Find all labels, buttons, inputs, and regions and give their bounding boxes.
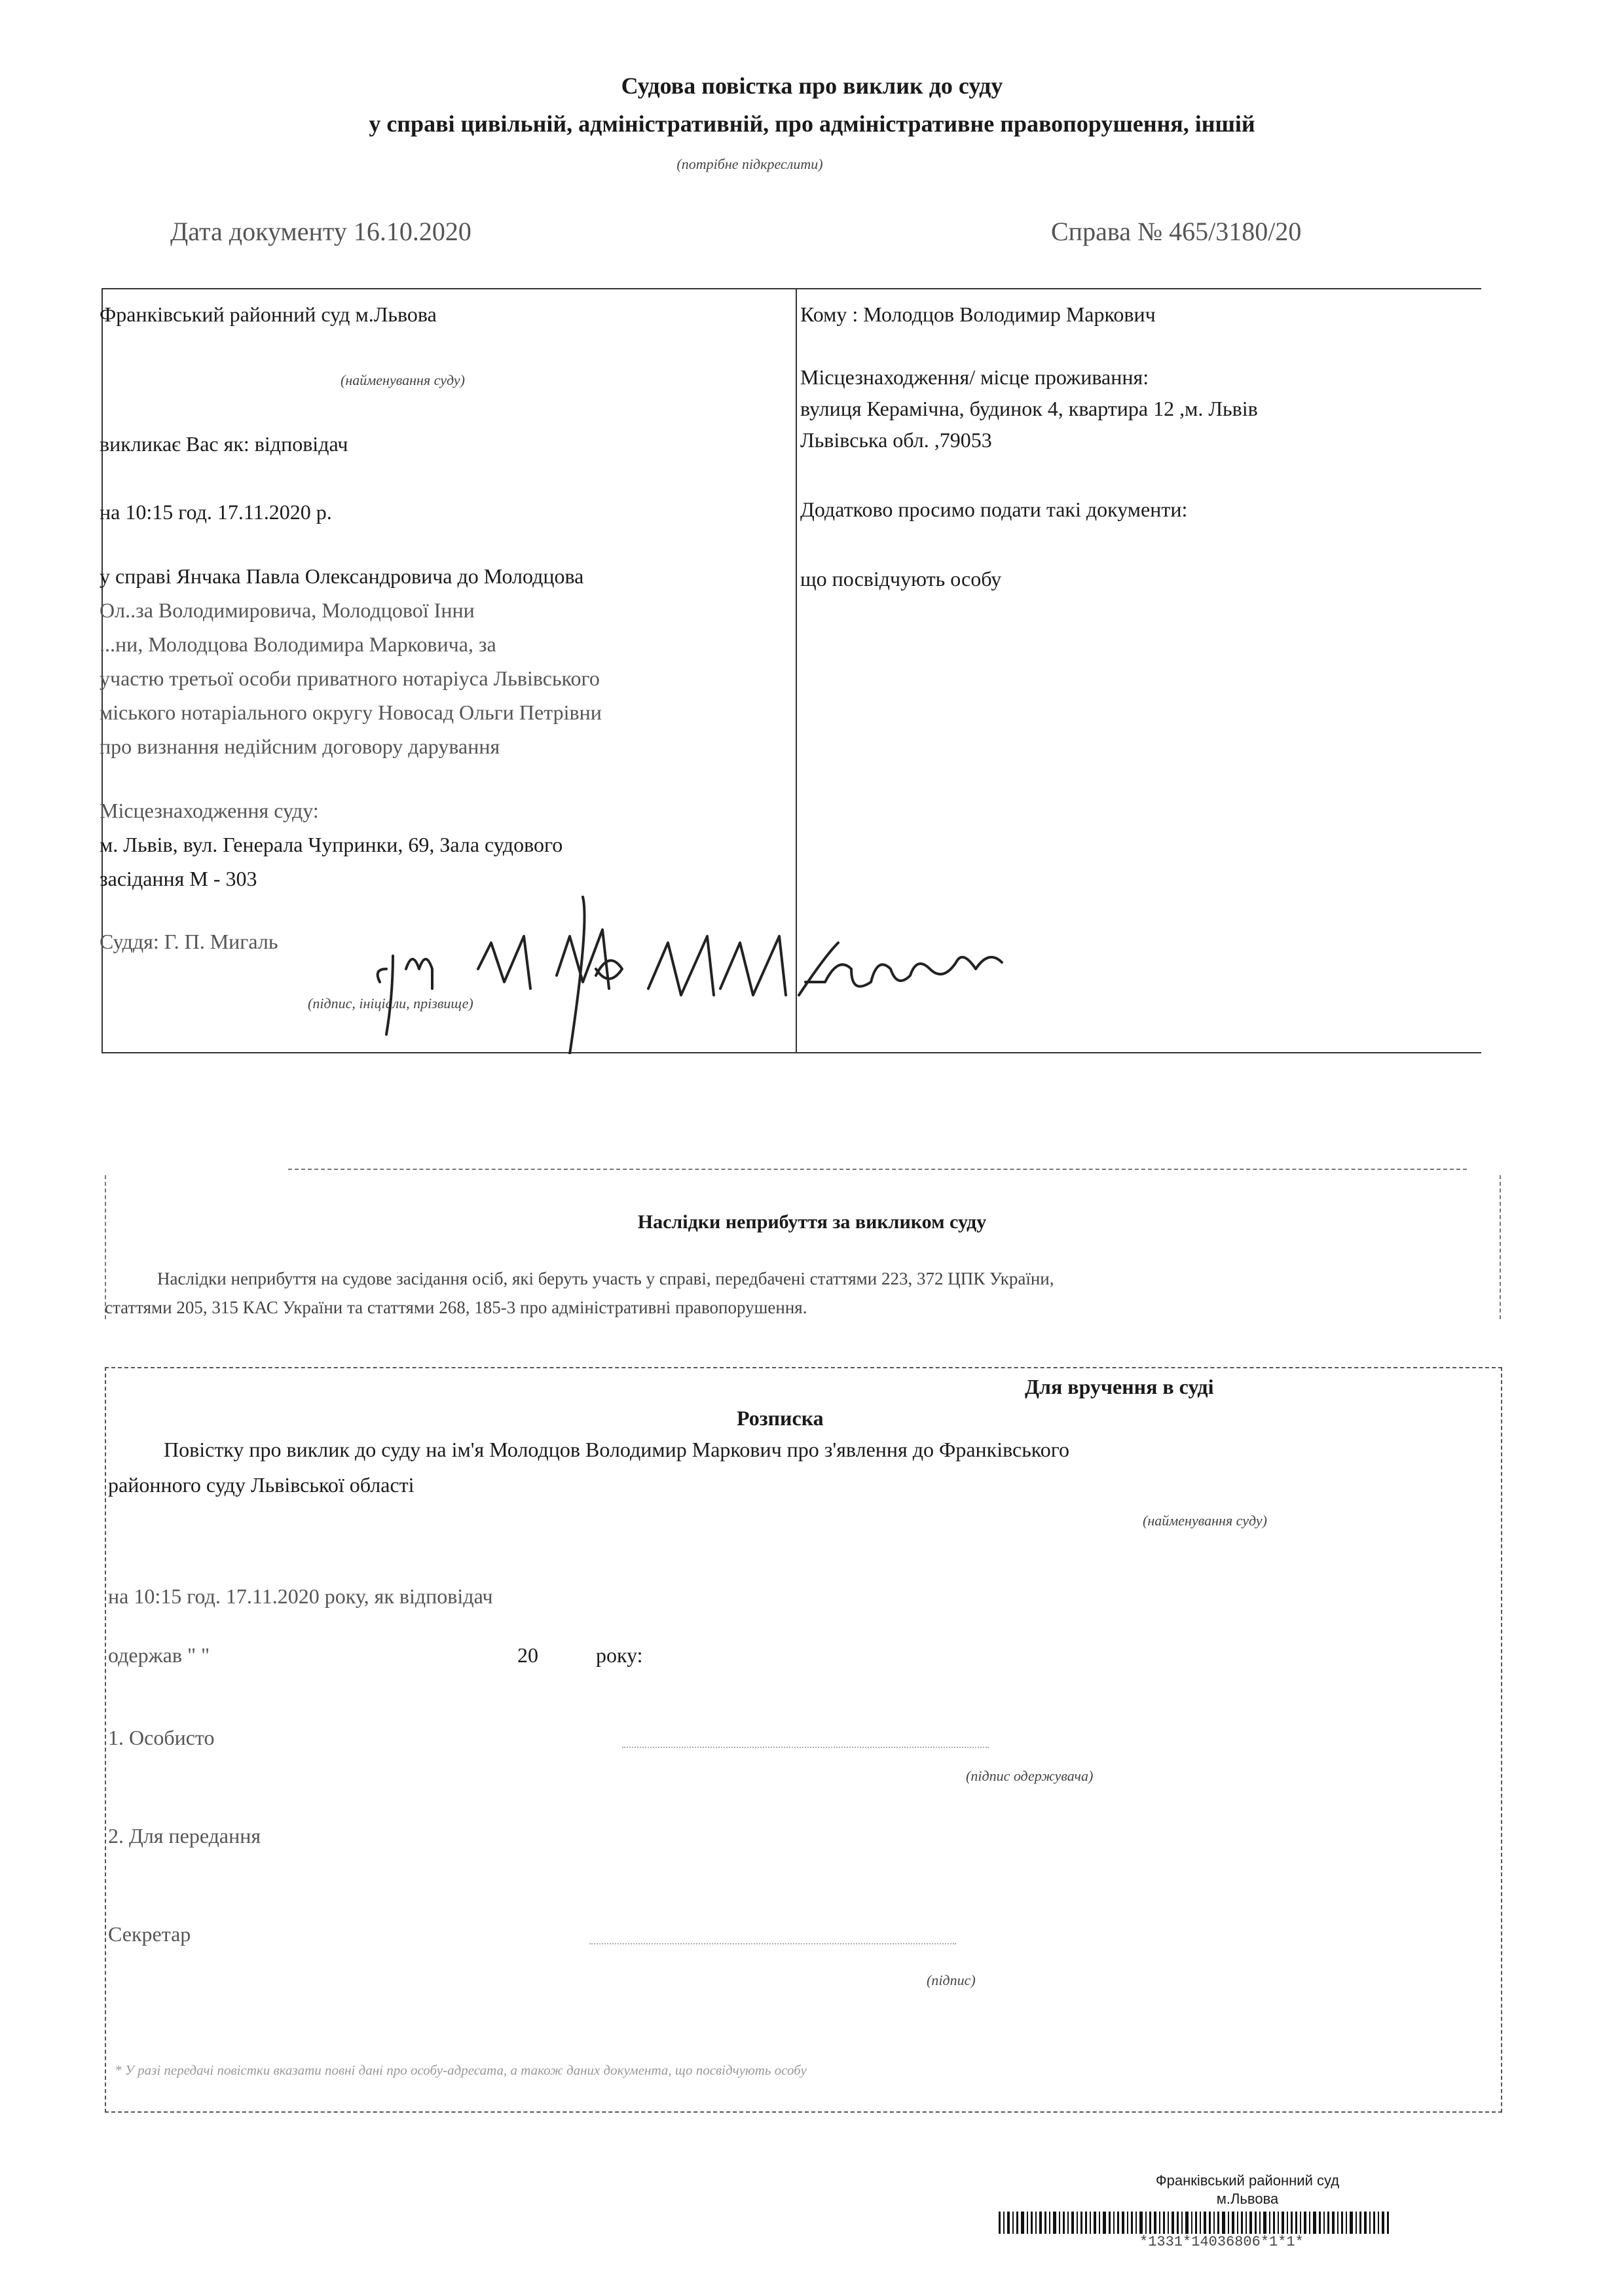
case-description-line: Ол..за Володимировича, Молодцової Інни — [100, 598, 475, 622]
handwritten-signature — [367, 884, 1100, 1054]
year-prefix: 20 — [517, 1643, 538, 1667]
documents-label: Додатково просимо подати такі документи: — [800, 498, 1188, 521]
secretary-signature-line — [589, 1943, 956, 1944]
case-description-line: міського нотаріального округу Новосад Ольги Петрівни — [100, 701, 602, 724]
case-number: Справа № 465/3180/20 — [1051, 217, 1302, 246]
case-description-line: про визнання недійсним договору дарування — [100, 735, 500, 758]
summons-role: викликає Вас як: відповідач — [100, 432, 348, 456]
section-divider — [288, 1169, 1467, 1170]
residence-label: Місцезнаходження/ місце проживання: — [800, 365, 1149, 389]
receipt-court-caption: (найменування суду) — [1143, 1512, 1267, 1529]
year-suffix: року: — [596, 1643, 643, 1667]
consequences-right-border — [1500, 1175, 1501, 1319]
subtitle-hint: (потрібне підкреслити) — [676, 156, 823, 172]
receipt-hearing-line: на 10:15 год. 17.11.2020 року, як відповідач — [108, 1584, 493, 1608]
secretary-label: Секретар — [108, 1922, 191, 1946]
signature-caption: (підпис, ініціали, прізвище) — [308, 995, 473, 1011]
hearing-time: на 10:15 год. 17.11.2020 р. — [100, 500, 332, 524]
recipient-signature-line — [622, 1747, 989, 1748]
document-subtitle: у справі цивільній, адміністративній, про адміністративне правопорушення, іншій — [369, 111, 1255, 137]
case-description-line: у справі Янчака Павла Олександровича до Молодцова — [100, 564, 584, 588]
secretary-signature-caption: (підпис) — [927, 1972, 976, 1988]
receipt-title: Розписка — [737, 1406, 824, 1430]
court-name: Франківський районний суд м.Львова — [100, 302, 437, 326]
consequences-text: статтями 205, 315 КАС України та статтями 268, 185-3 про адміністративні правопорушення. — [105, 1298, 807, 1317]
for-court-label: Для вручення в суді — [1025, 1375, 1214, 1398]
personally-label: 1. Особисто — [108, 1726, 215, 1749]
document-title: Судова повістка про виклик до суду — [621, 73, 1003, 99]
document-date: Дата документу 16.10.2020 — [170, 217, 471, 246]
consequences-title: Наслідки неприбуття за викликом суду — [637, 1211, 987, 1233]
court-location-line: засідання М - 303 — [100, 867, 257, 890]
court-location-line: м. Львів, вул. Генерала Чупринки, 69, Зала судового — [100, 833, 563, 856]
documents-value: що посвідчують особу — [800, 567, 1002, 591]
consequences-text: Наслідки неприбуття на судове засідання осіб, які беруть участь у справі, передбачені статтями 223, 372 ЦПК України, — [157, 1269, 1054, 1288]
footnote: * У разі передачі повістки вказати повні дані про особу-адресата, а також даних документа, що посвідчують особу — [115, 2062, 807, 2078]
address-line: Львівська обл. ,79053 — [800, 428, 992, 452]
receipt-line: Повістку про виклик до суду на ім'я Молодцов Володимир Маркович про з'явлення до Франківського — [164, 1438, 1070, 1461]
footer-court-line: Франківський районний суд — [1155, 2172, 1340, 2189]
barcode — [999, 2212, 1392, 2234]
footer-court-line: м.Львова — [1216, 2191, 1279, 2207]
received-date-label: одержав " " — [108, 1643, 210, 1667]
case-description-line: участю третьої особи приватного нотаріуса Львівського — [100, 666, 600, 690]
recipient: Кому : Молодцов Володимир Маркович — [800, 302, 1156, 326]
barcode-text: *1331*14036806*1*1* — [1139, 2234, 1304, 2250]
court-location-label: Місцезнаходження суду: — [100, 799, 319, 822]
address-line: вулиця Керамічна, будинок 4, квартира 12 ,м. Львів — [800, 397, 1258, 420]
case-description-line: ...ни, Молодцова Володимира Марковича, за — [100, 632, 496, 656]
judge-name: Суддя: Г. П. Мигаль — [100, 930, 278, 953]
receipt-line: районного суду Львівської області — [108, 1473, 415, 1497]
court-name-caption: (найменування суду) — [341, 372, 465, 388]
for-transfer-label: 2. Для передання — [108, 1824, 261, 1848]
recipient-signature-caption: (підпис одержувача) — [966, 1768, 1094, 1784]
